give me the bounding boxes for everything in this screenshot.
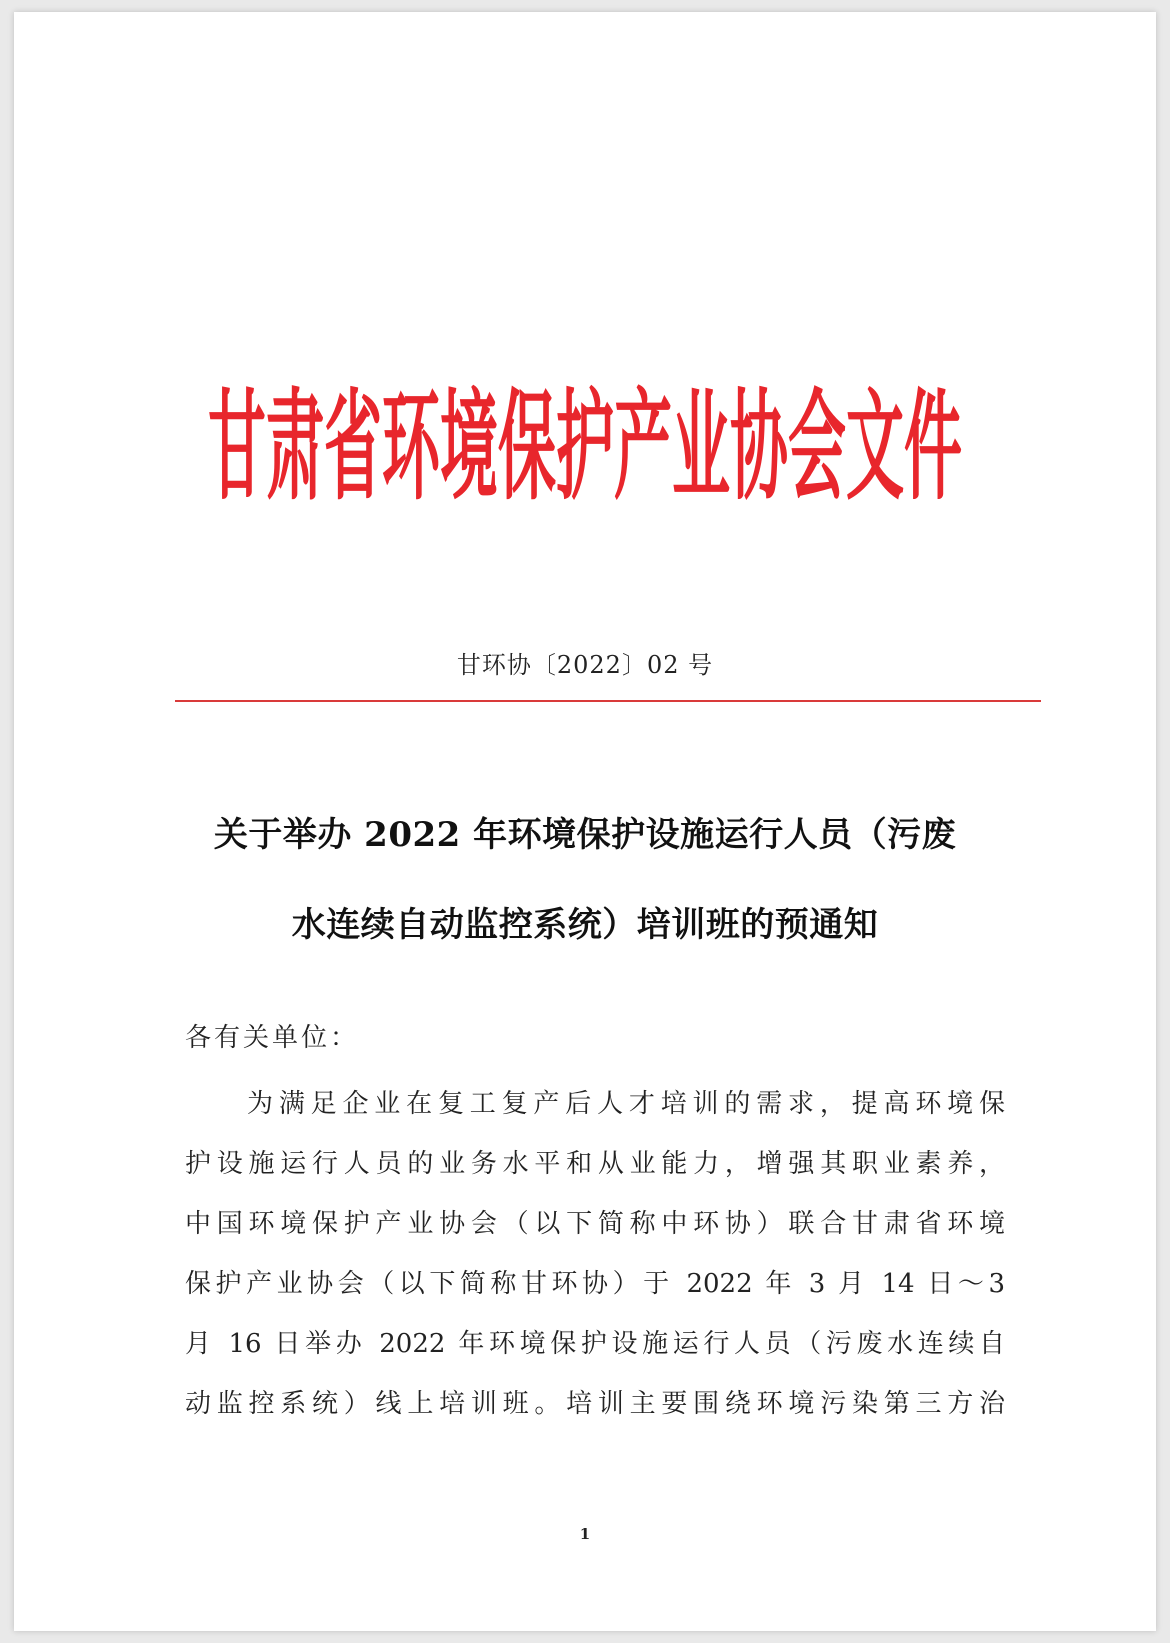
document-title — [14, 790, 1156, 970]
document-page — [14, 12, 1156, 1631]
salutation: 各有关单位： — [185, 1023, 360, 1053]
page-number: 1 — [579, 1525, 591, 1543]
document-number: 甘环协〔2022〕02 号 — [456, 651, 714, 679]
body-line: 为满足企业在复工复产后人才培训的需求，提高环境保 — [247, 1089, 1005, 1119]
title-line: 关于举办 2022 年环境保护设施运行人员（污废 — [213, 815, 957, 855]
body-line: 动监控系统）线上培训班。培训主要围绕环境污染第三方治 — [185, 1389, 1005, 1419]
red-divider-rule — [175, 700, 1041, 702]
title-line: 水连续自动监控系统）培训班的预通知 — [291, 905, 879, 945]
body-line: 中国环境保护产业协会（以下简称中环协）联合甘肃省环境 — [185, 1209, 1005, 1239]
document-masthead: 甘肃省环境保护产业协会文件 — [207, 376, 962, 517]
body-line: 月 16 日举办 2022 年环境保护设施运行人员（污废水连续自 — [185, 1329, 1005, 1359]
body-paragraph — [185, 1074, 1005, 1434]
body-line: 保护产业协会（以下简称甘环协）于 2022 年 3 月 14 日～3 — [185, 1269, 1005, 1299]
body-line: 护设施运行人员的业务水平和从业能力，增强其职业素养， — [185, 1149, 1005, 1179]
